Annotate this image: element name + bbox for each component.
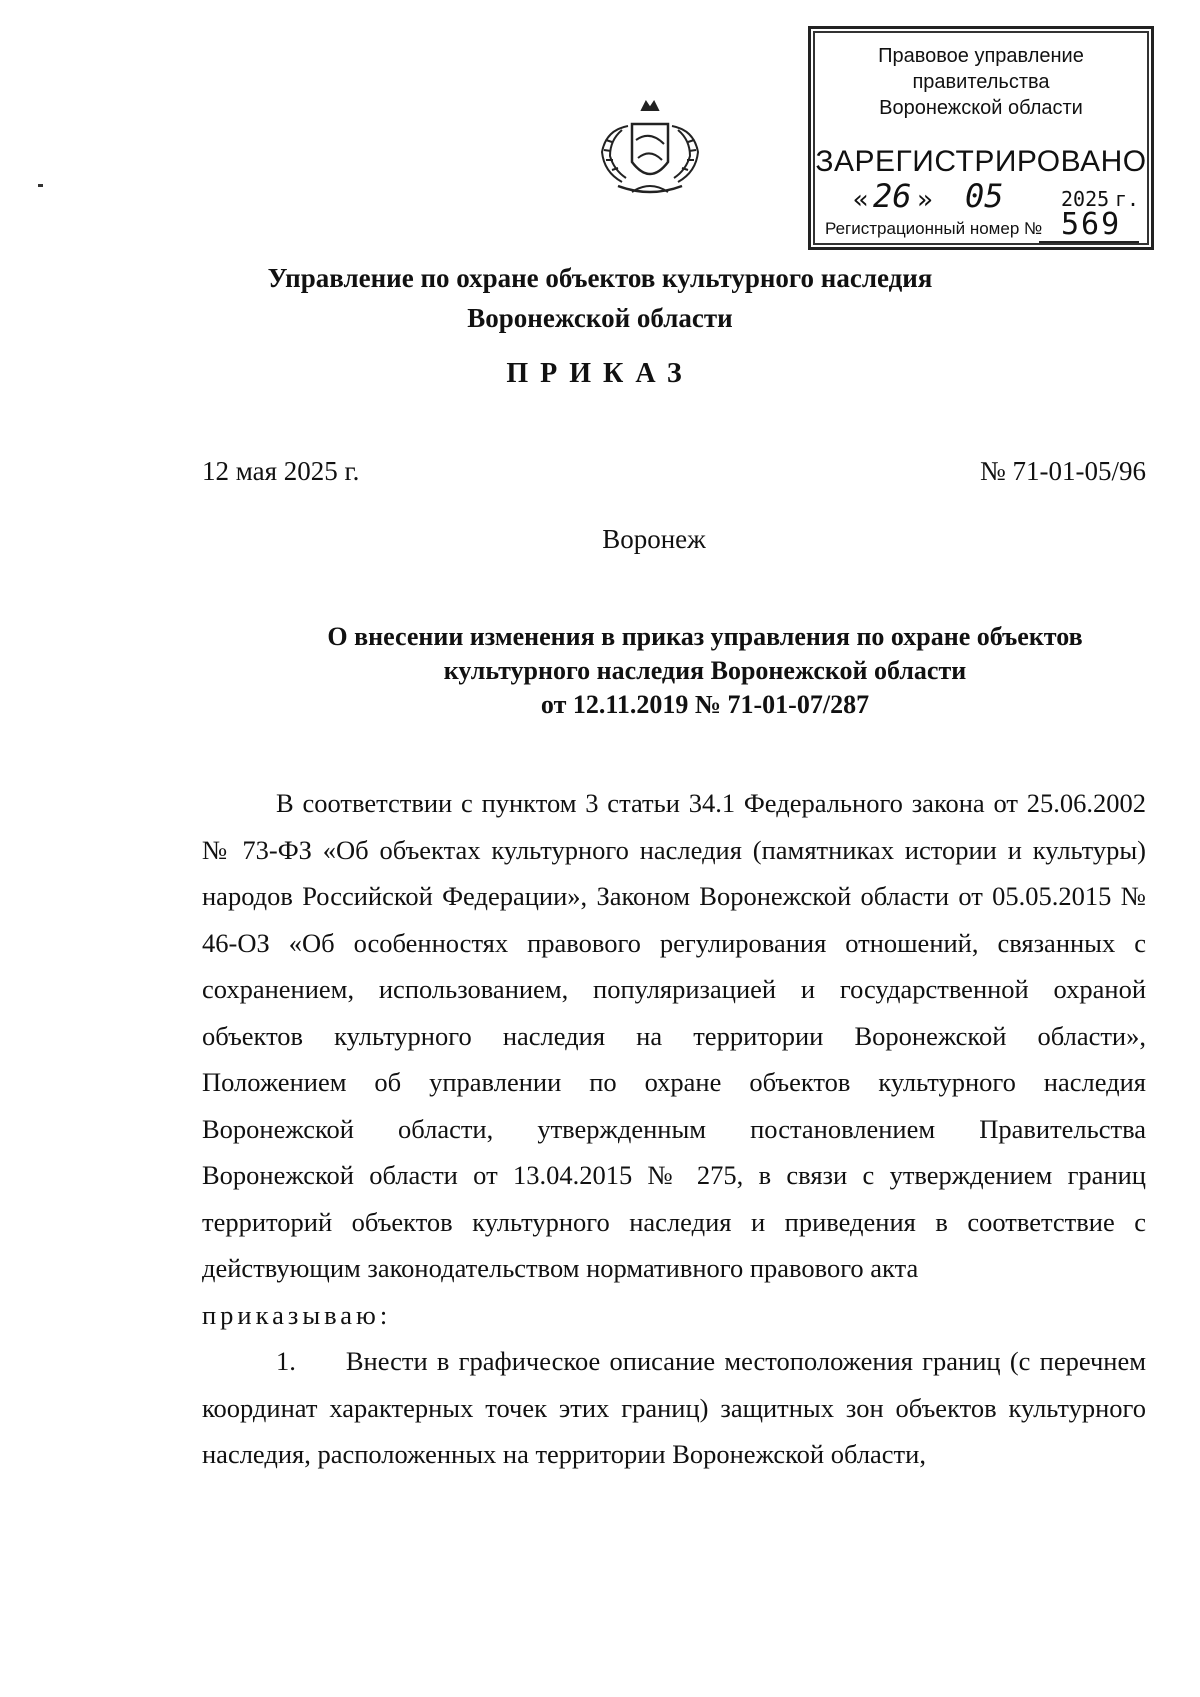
document-subject	[230, 620, 1180, 722]
stamp-date-day: 26	[873, 177, 912, 215]
scan-speck	[38, 184, 43, 187]
stamp-date-year: 2025	[1061, 187, 1110, 211]
subject-line3: от 12.11.2019 № 71-01-07/287	[540, 690, 870, 719]
stamp-org-line2: Воронежской области	[879, 97, 1083, 119]
stamp-date-month: 05	[965, 177, 1004, 215]
subject-line2: культурного наследия Воронежской области	[443, 656, 967, 685]
order-item-1	[202, 1338, 1146, 1478]
preamble-paragraph: В соответствии с пунктом 3 статьи 34.1 Федерального закона от 25.06.2002 № 73-ФЗ «Об объектах культурного наследия (памятниках истории и культуры) народов Российской Федерации», Законом Воронежской области от 05.05.2015 № 46-ОЗ «Об особенностях правового регулирования отношений, связанных с сохранением, использованием, популяризацией и государственной охраной объектов культурного наследия на территории Воронежской области», Положением об управлении по охране объектов культурного наследия Воронежской области, утвержденным постановлением Правительства Воронежской области от 13.04.2015 № 275, в связи с утверждением границ территорий объектов культурного наследия и приведения в соответствие с действующим законодательством нормативного правового акта	[202, 788, 1146, 1283]
organization-title	[0, 258, 1200, 338]
organization-title-line2: Воронежской области	[467, 303, 733, 333]
document-type: ПРИКАЗ	[506, 358, 694, 389]
document-number: № 71-01-05/96	[980, 456, 1146, 486]
coat-of-arms-emblem	[592, 100, 708, 200]
registration-stamp	[808, 26, 1154, 250]
document-city	[0, 524, 1200, 555]
document-city-text: Воронеж	[602, 524, 706, 554]
stamp-date-open-quote: «	[853, 185, 869, 215]
document-body	[202, 780, 1146, 1478]
stamp-date-close-quote: »	[917, 185, 933, 215]
order-item-1-number: 1.	[276, 1346, 296, 1376]
order-item-1-text: Внести в графическое описание местоположения границ (с перечнем координат характерных точек этих границ) защитных зон объектов культурного наследия, расположенных на территории Воронежской области,	[202, 1346, 1146, 1469]
stamp-registered-label: ЗАРЕГИСТРИРОВАНО	[815, 145, 1147, 178]
stamp-regno-value: 569	[1061, 207, 1122, 242]
stamp-regno-label: Регистрационный номер №	[825, 219, 1043, 238]
document-date: 12 мая 2025 г.	[202, 456, 360, 486]
organization-title-line1: Управление по охране объектов культурного наследия	[267, 263, 933, 293]
stamp-org-line1: Правовое управление правительства	[878, 45, 1084, 93]
order-word: приказываю:	[202, 1299, 392, 1330]
stamp-date-year-suffix: г.	[1115, 187, 1140, 211]
subject-line1: О внесении изменения в приказ управления по охране объектов	[327, 622, 1083, 651]
stamp-organization	[811, 43, 1151, 121]
